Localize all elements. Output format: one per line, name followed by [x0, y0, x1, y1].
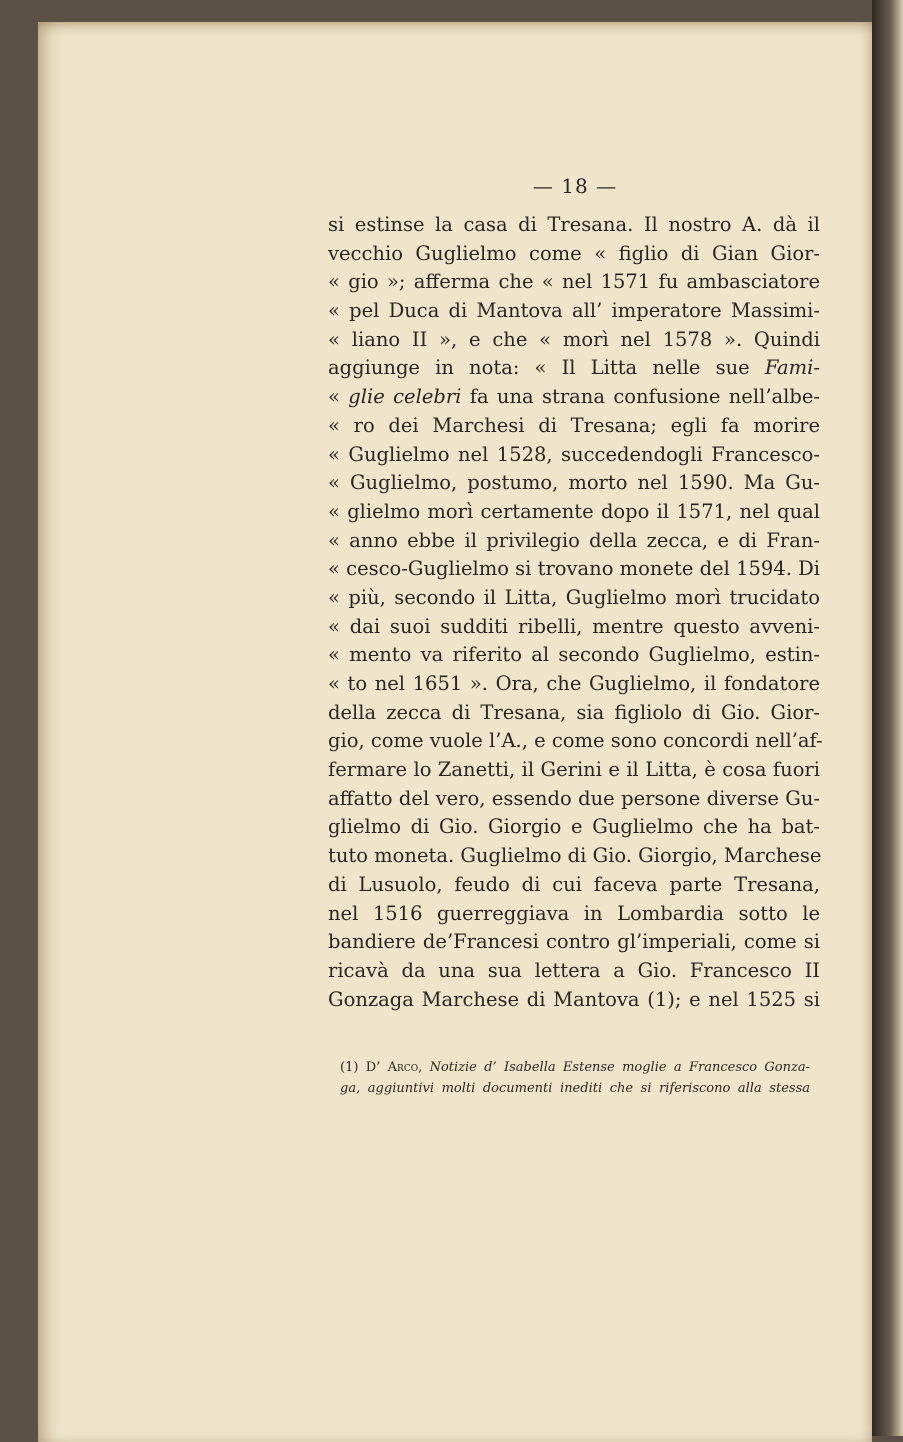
- text-segment: « più, secondo il Litta, Guglielmo morì trucidato: [328, 585, 820, 609]
- text-line: [328, 842, 820, 871]
- text-line: [328, 211, 820, 240]
- text-line: [328, 383, 820, 412]
- text-segment: si estinse la casa di Tresana. Il nostro A. dà il: [328, 213, 820, 236]
- text-line: [328, 641, 820, 670]
- text-segment: affatto del vero, essendo due persone diverse Gu-: [328, 786, 820, 810]
- text-line: [328, 986, 820, 1015]
- text-segment: « dai suoi sudditi ribelli, mentre questo avveni-: [328, 614, 820, 638]
- text-segment: « Guglielmo nel 1528, succedendogli Francesco-: [328, 442, 820, 466]
- text-line: [328, 785, 820, 814]
- page-number: — 18 —: [532, 174, 618, 198]
- text-line: [328, 240, 820, 269]
- text-segment: « to nel 1651 ». Ora, che Guglielmo, il fondatore: [328, 672, 820, 695]
- text-line: [328, 613, 820, 642]
- text-line: [328, 469, 820, 498]
- text-line: [328, 871, 820, 900]
- text-line: [328, 813, 820, 842]
- footnote-line: [340, 1057, 810, 1078]
- text-line: [328, 498, 820, 527]
- text-segment: « mento va riferito al secondo Guglielmo, estin-: [328, 643, 820, 667]
- text-segment: della zecca di Tresana, sia figliolo di Gio. Gior-: [328, 700, 820, 724]
- text-segment: Gonzaga Marchese di Mantova (1); e nel 1525 si: [328, 987, 820, 1011]
- text-segment: gio, come vuole l’A., e come sono concordi nell’af-: [328, 729, 823, 753]
- text-line: [328, 928, 820, 957]
- text-line: [328, 900, 820, 929]
- text-segment: ricavà da una sua lettera a Gio. Francesco II: [328, 958, 820, 982]
- text-segment: « pel Duca di Mantova all’ imperatore Massimi-: [328, 299, 820, 323]
- text-line: [328, 699, 820, 728]
- text-segment: glielmo di Gio. Giorgio e Guglielmo che ha bat-: [328, 815, 820, 839]
- text-line: [328, 354, 820, 383]
- text-line: [328, 441, 820, 470]
- text-segment: « ro dei Marchesi di Tresana; egli fa morire: [328, 413, 820, 437]
- text-line: [328, 756, 820, 785]
- italic-segment: Fami-: [764, 356, 820, 380]
- text-line: [328, 670, 820, 699]
- text-line: [328, 527, 820, 556]
- footnote: [340, 1057, 810, 1099]
- footnote-title: Notizie d’ Isabella Estense moglie a Francesco Gonza-: [429, 1060, 811, 1075]
- text-segment: fa una strana confusione nell’albe-: [461, 385, 820, 409]
- body-text: [328, 211, 823, 1014]
- footnote-author: D’ Arco,: [365, 1060, 423, 1075]
- text-segment: aggiunge in nota: « Il Litta nelle sue: [328, 356, 765, 380]
- text-segment: vecchio Guglielmo come « figlio di Gian Gior-: [328, 241, 820, 265]
- text-segment: nel 1516 guerreggiava in Lombardia sotto le: [328, 901, 820, 925]
- next-page-edge: [872, 0, 903, 1436]
- text-line: [328, 727, 823, 756]
- text-segment: di Lusuolo, feudo di cui faceva parte Tresana,: [328, 872, 820, 896]
- text-segment: «: [328, 385, 349, 409]
- italic-segment: glie celebri: [348, 385, 462, 409]
- text-segment: « cesco-Guglielmo si trovano monete del 1594. Di: [328, 557, 820, 581]
- text-line: [328, 326, 820, 355]
- text-segment: « gio »; afferma che « nel 1571 fu ambasciatore: [328, 270, 820, 294]
- text-line: [328, 584, 820, 613]
- text-segment: « liano II », e che « morì nel 1578 ». Quindi: [328, 327, 820, 351]
- text-segment: « Guglielmo, postumo, morto nel 1590. Ma Gu-: [328, 471, 820, 495]
- text-line: [328, 957, 820, 986]
- text-line: [328, 412, 820, 441]
- text-segment: « anno ebbe il privilegio della zecca, e di Fran-: [328, 528, 820, 552]
- footnote-line: ga, aggiuntivi molti documenti inediti che si riferiscono alla stessa: [340, 1081, 810, 1096]
- text-segment: fermare lo Zanetti, il Gerini e il Litta, è cosa fuori: [328, 758, 820, 782]
- text-segment: bandiere de’Francesi contro gl’imperiali, come si: [328, 930, 820, 954]
- text-line: [328, 268, 820, 297]
- text-segment: tuto moneta. Guglielmo di Gio. Giorgio, Marchese: [328, 844, 822, 868]
- text-segment: « glielmo morì certamente dopo il 1571, nel qual: [328, 499, 820, 523]
- text-line: [328, 555, 820, 584]
- footnote-marker: (1): [340, 1060, 359, 1075]
- text-line: [328, 297, 820, 326]
